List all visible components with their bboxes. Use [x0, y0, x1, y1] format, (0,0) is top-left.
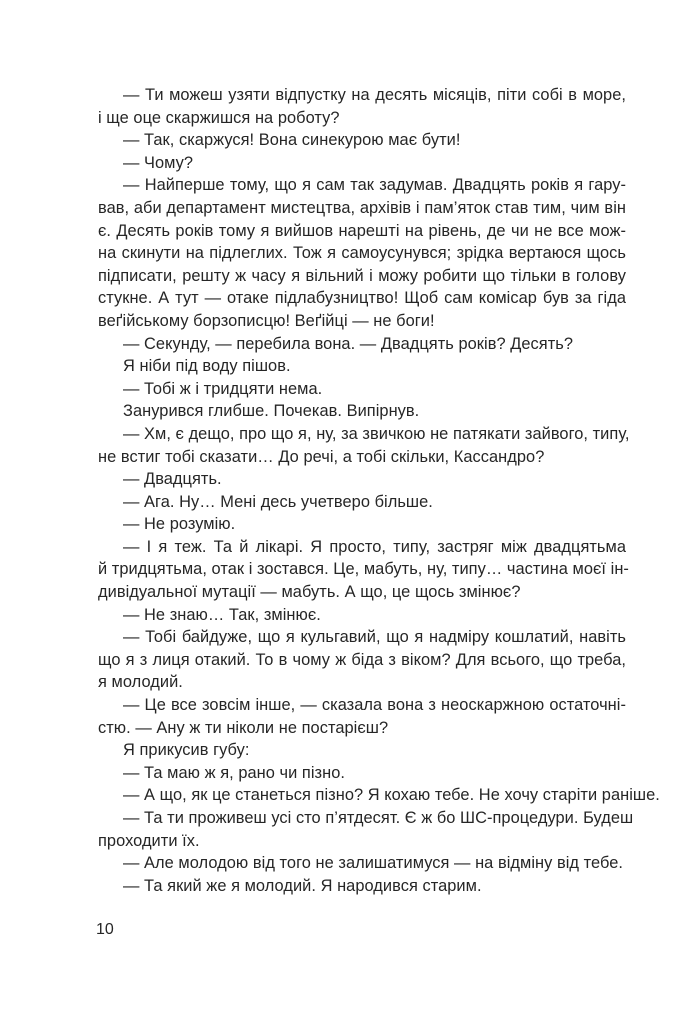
text-line: — Ти можеш узяти відпустку на десять місяців, піти собі в море, [123, 86, 626, 104]
page-text [98, 84, 660, 897]
text-line: — Але молодою від того не залишатимуся — на відміну від тебе. [123, 854, 624, 873]
text-line: — Двадцять. [123, 470, 222, 489]
text-line: — Не розумію. [123, 515, 236, 534]
text-line: — І я теж. Та й лікарі. Я просто, типу, застряг між двадцятьма [123, 537, 626, 556]
text-line: — А що, як це станеться пізно? Я кохаю тебе. Не хочу старіти раніше. [123, 786, 660, 805]
text-line: — Тобі байдуже, що я кульгавий, що я надміру кошлатий, навіть [123, 628, 626, 647]
text-line: Я ніби під воду пішов. [123, 357, 291, 376]
text-line: й тридцятьма, отак і зостався. Це, мабуть, ну, типу… частина моєї ін- [98, 560, 629, 579]
text-line: стю. — Ану ж ти ніколи не постарієш? [98, 718, 389, 737]
text-line: — Хм, є дещо, про що я, ну, за звичкою не патякати зайвого, типу, [123, 424, 630, 443]
text-line: не встиг тобі сказати… До речі, а тобі скільки, Кассандро? [98, 447, 545, 466]
page-number: 10 [96, 921, 114, 938]
text-line: — Не знаю… Так, змінює. [123, 605, 321, 624]
text-line: що я з лиця отакий. То в чому ж біда з віком? Для всього, що треба, [98, 650, 626, 669]
text-line: — Та який же я молодий. Я народився старим. [123, 876, 482, 895]
text-line: — Та маю ж я, рано чи пізно. [123, 763, 345, 782]
text-line: дивідуальної мутації — мабуть. А що, це щось змінює? [98, 583, 521, 602]
text-line: — Секунду, — перебила вона. — Двадцять років? Десять? [123, 334, 574, 353]
text-line: — Так, скаржуся! Вона синекурою має бути! [123, 131, 461, 150]
text-line: Я прикусив губу: [123, 741, 250, 760]
text-line: — Ага. Ну… Мені десь учетверо більше. [123, 492, 433, 511]
text-line: Занурився глибше. Почекав. Випірнув. [123, 402, 420, 421]
text-line: стукне. А тут — отаке підлабузництво! Щоб сам комісар був за гіда [98, 289, 626, 308]
text-line: на скинути на підлеглих. Тож я самоусунувся; зрідка вертаюся щось [98, 244, 626, 263]
text-line: веґійському борзописцю! Веґійці — не боги! [98, 311, 435, 330]
text-line: є. Десять років тому я вийшов нарешті на рівень, де чи не все мож- [98, 221, 626, 240]
text-line: — Чому? [123, 153, 194, 172]
text-line: — Тобі ж і тридцяти нема. [123, 379, 323, 398]
text-line: проходити їх. [98, 831, 200, 850]
text-line: — Та ти проживеш усі сто п’ятдесят. Є ж бо ШС-процедури. Будеш [123, 809, 634, 827]
text-line: вав, аби департамент мистецтва, архівів і пам’яток став тим, чим він [98, 198, 626, 217]
text-line: — Це все зовсім інше, — сказала вона з неоскаржною остаточні- [123, 696, 626, 715]
text-line: я молодий. [98, 673, 183, 692]
text-line: підписати, решту ж часу я вільний і можу робити що тільки в голову [98, 266, 626, 285]
text-line: — Найперше тому, що я сам так задумав. Двадцять років я гару- [123, 176, 626, 195]
text-line: і ще оце скаржишся на роботу? [98, 108, 340, 127]
